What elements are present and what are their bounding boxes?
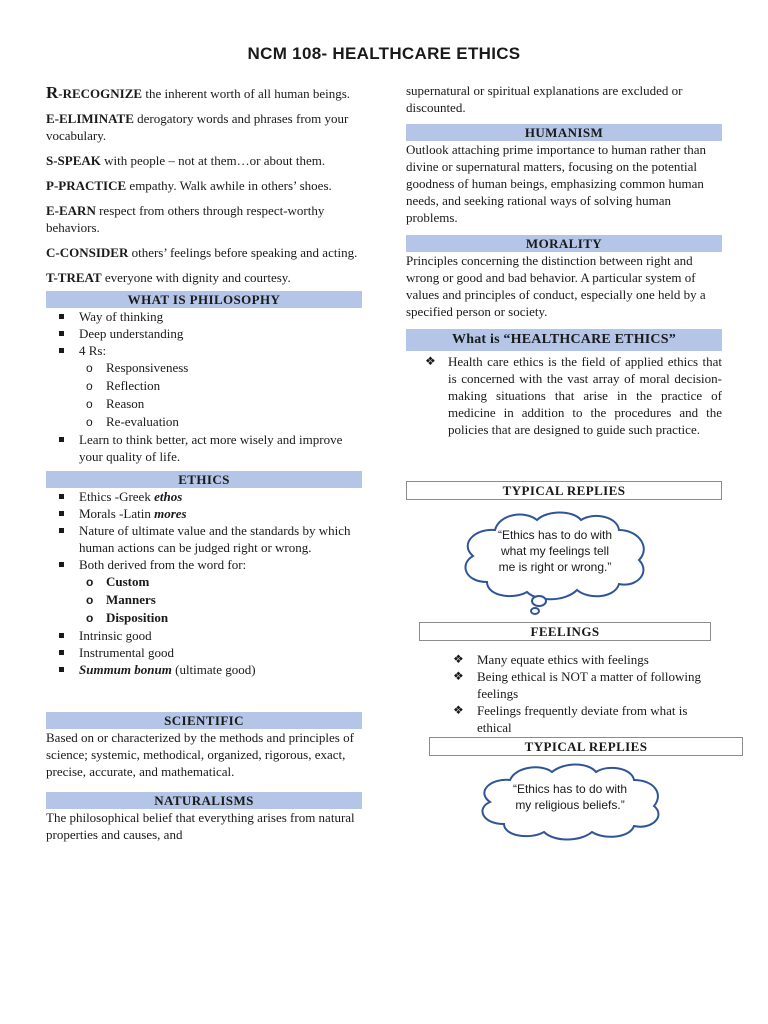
- list-item: o Custom: [86, 574, 150, 589]
- naturalisms-heading: NATURALISMS: [46, 792, 362, 809]
- philosophy-list: [46, 308, 362, 359]
- healthcare-ethics-heading: What is “HEALTHCARE ETHICS”: [406, 329, 722, 351]
- respect-item-recognize: R-RECOGNIZE the inherent worth of all human beings.: [46, 83, 351, 102]
- scientific-text: Based on or characterized by the methods and principles of science; systemic, methodical, organized, rigorous, exact, precise, accurate, and mathematical.: [46, 730, 354, 779]
- typical-replies-heading-2: TYPICAL REPLIES: [429, 737, 743, 756]
- healthcare-ethics-text: Health care ethics is the field of applied ethics that is concerned with the vast array of moral decision-making situations that arise in the practice of medicine in addition to the procedures and the policies that are designed to guide such practice.: [448, 354, 722, 437]
- scientific-heading: SCIENTIFIC: [46, 712, 362, 729]
- cloud-quote-1: “Ethics has to do with what my feelings tell me is right or wrong.”: [497, 528, 613, 574]
- philosophy-heading: WHAT IS PHILOSOPHY: [46, 291, 362, 308]
- list-item: o Manners: [86, 592, 156, 607]
- diamond-bullet-icon: ❖: [453, 669, 464, 683]
- feelings-list: [434, 651, 724, 736]
- list-item: ❖ Feelings frequently deviate from what is ethical: [453, 703, 688, 735]
- diamond-bullet-icon: ❖: [453, 703, 464, 717]
- list-item: ❖ Many equate ethics with feelings: [453, 652, 649, 667]
- humanism-text: Outlook attaching prime importance to human rather than divine or supernatural matters, focusing on the potential goodness of human beings, emphasizing common human needs, and seeking rational ways of solving human problems.: [406, 142, 706, 225]
- list-item: o Responsiveness: [86, 360, 189, 375]
- feelings-heading: FEELINGS: [419, 622, 711, 641]
- cloud-bubble: [532, 596, 546, 606]
- list-item: Learn to think better, act more wisely and improve your quality of life.: [46, 431, 362, 465]
- healthcare-ethics-item: [406, 353, 722, 438]
- four-rs-list: [46, 359, 362, 431]
- respect-item-earn: E-EARN respect from others through respect-worthy behaviors.: [46, 203, 325, 235]
- page-title: NCM 108- HEALTHCARE ETHICS: [247, 44, 521, 63]
- derived-list: [46, 573, 362, 627]
- list-item: Ethics -Greek ethos: [46, 488, 362, 505]
- respect-item-eliminate: E-ELIMINATE derogatory words and phrases from your vocabulary.: [46, 111, 349, 143]
- ethics-list-end: [46, 627, 362, 678]
- ethics-heading: ETHICS: [46, 471, 362, 488]
- naturalisms-text: The philosophical belief that everything arises from natural properties and causes, and: [46, 810, 355, 842]
- right-column: [406, 82, 722, 438]
- list-item: 4 Rs:: [46, 342, 362, 359]
- list-item: Deep understanding: [46, 325, 362, 342]
- list-item: o Re-evaluation: [86, 414, 179, 429]
- diamond-bullet-icon: ❖: [453, 652, 464, 666]
- list-item: Intrinsic good: [46, 627, 362, 644]
- diamond-bullet-icon: ❖: [425, 354, 436, 368]
- morality-text: Principles concerning the distinction between right and wrong or good and bad behavior. A particular system of values and principles of conduct, especially one held by a specified person or society.: [406, 253, 706, 319]
- respect-item-consider: C-CONSIDER others’ feelings before speaking and acting.: [46, 245, 358, 260]
- cloud-bubble: [531, 608, 539, 614]
- ethics-list: [46, 488, 362, 573]
- morality-heading: MORALITY: [406, 235, 722, 252]
- typical-replies-heading-1: TYPICAL REPLIES: [406, 481, 722, 500]
- list-item: Nature of ultimate value and the standards by which human actions can be judged right or wrong.: [46, 522, 362, 556]
- list-item: Instrumental good: [46, 644, 362, 661]
- respect-item-speak: S-SPEAK with people – not at them…or about them.: [46, 153, 326, 168]
- list-item: o Disposition: [86, 610, 169, 625]
- respect-item-treat: T-TREAT everyone with dignity and courtesy.: [46, 270, 291, 285]
- left-column: [46, 84, 362, 843]
- respect-item-practice: P-PRACTICE empathy. Walk awhile in others’ shoes.: [46, 178, 332, 193]
- naturalisms-continued: supernatural or spiritual explanations are excluded or discounted.: [406, 83, 683, 115]
- cloud-quote-2: “Ethics has to do with my religious beliefs.”: [512, 782, 628, 812]
- respect-list: [46, 84, 362, 286]
- list-item: o Reason: [86, 396, 145, 411]
- list-item: Both derived from the word for:: [46, 556, 362, 573]
- list-item: o Reflection: [86, 378, 161, 393]
- list-item: Morals -Latin mores: [46, 505, 362, 522]
- list-item: ❖ Being ethical is NOT a matter of following feelings: [453, 669, 701, 701]
- list-item: Summum bonum (ultimate good): [46, 661, 362, 678]
- list-item: Way of thinking: [46, 308, 362, 325]
- humanism-heading: HUMANISM: [406, 124, 722, 141]
- philosophy-list-end: [46, 431, 362, 465]
